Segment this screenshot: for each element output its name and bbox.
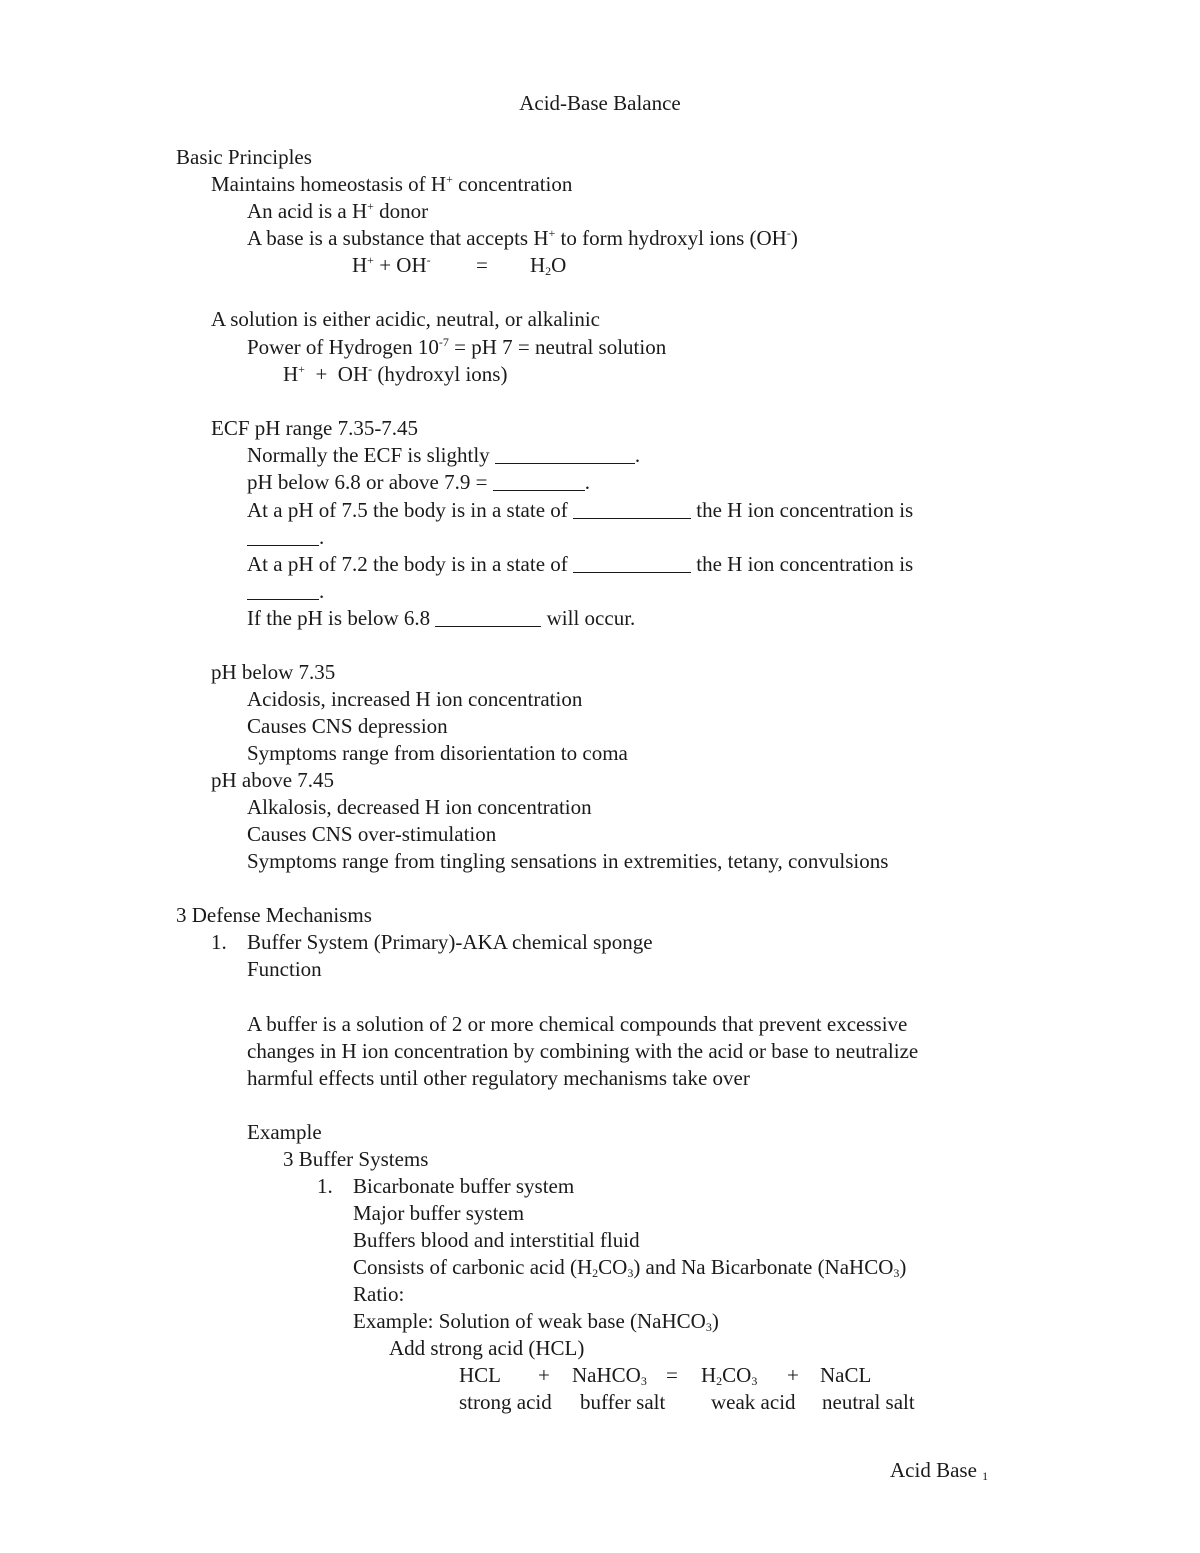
ph-range-question: pH below 6.8 or above 7.9 = .	[247, 470, 590, 494]
answer-blank[interactable]	[247, 527, 319, 546]
example-solution: Example: Solution of weak base (NaHCO$_3$)	[353, 1309, 719, 1334]
base-definition: A base is a substance that accepts H+ to form hydroxyl ions (OH-)	[247, 226, 798, 250]
answer-blank[interactable]	[495, 445, 635, 464]
eq-hcl: HCL	[459, 1363, 501, 1387]
list-item: Major buffer system	[353, 1201, 525, 1225]
answer-blank[interactable]	[573, 500, 691, 519]
label-neutral-salt: neutral salt	[822, 1390, 915, 1414]
acid-definition: An acid is a H+ donor	[247, 199, 429, 223]
bicarbonate-item: 1. Bicarbonate buffer system	[317, 1174, 575, 1198]
label-strong-acid: strong acid	[459, 1390, 552, 1414]
page-number: 1	[982, 1469, 989, 1483]
ecf-slightly: Normally the ECF is slightly .	[247, 443, 641, 467]
eq-plus: +	[787, 1363, 799, 1387]
add-strong-acid: Add strong acid (HCL)	[389, 1336, 585, 1360]
ph-72-continued: .	[247, 578, 324, 604]
section-heading-defense: 3 Defense Mechanisms	[176, 903, 372, 927]
eq-nahco3: NaHCO$_3$	[572, 1363, 647, 1388]
eq-h2co3: $H_2CO_3$	[701, 1363, 758, 1388]
list-item: Buffers blood and interstitial fluid	[353, 1228, 640, 1252]
ecf-heading: ECF pH range 7.35-7.45	[211, 416, 419, 440]
list-item: Causes CNS over-stimulation	[247, 822, 497, 846]
ph-75-question: At a pH of 7.5 the body is in a state of the H ion concentration is	[247, 498, 914, 522]
eq-equals: =	[666, 1363, 678, 1387]
buffer-description: A buffer is a solution of 2 or more chemical compounds that prevent excessive	[247, 1012, 908, 1036]
ph-68-question: If the pH is below 6.8 will occur.	[247, 606, 636, 630]
consists-line: Consists of carbonic acid $(H_2CO_3)$ and Na Bicarbonate (NaHCO$_3$)	[353, 1255, 907, 1280]
water-equation: H+ + OH-	[352, 253, 431, 277]
label-buffer-salt: buffer salt	[580, 1390, 666, 1414]
answer-blank[interactable]	[247, 581, 319, 600]
ph-75-continued: .	[247, 524, 324, 550]
answer-blank[interactable]	[435, 608, 541, 627]
eq-nacl: NaCL	[820, 1363, 872, 1387]
solution-line: A solution is either acidic, neutral, or alkalinic	[211, 307, 600, 331]
section-heading-basic: Basic Principles	[176, 145, 312, 169]
water-equals: =	[476, 253, 488, 277]
function-label: Function	[247, 957, 322, 981]
buffer-description: harmful effects until other regulatory mechanisms take over	[247, 1066, 750, 1090]
page-title: Acid-Base Balance	[519, 91, 681, 115]
eq-plus: +	[538, 1363, 550, 1387]
water-product: $H_2O$	[530, 253, 567, 278]
page-footer: Acid Base 1	[890, 1458, 989, 1483]
homeostasis-line: Maintains homeostasis of H+ concentration	[211, 172, 573, 196]
answer-blank[interactable]	[493, 472, 585, 491]
list-item: Acidosis, increased H ion concentration	[247, 687, 583, 711]
h-oh-line: H+ + OH- (hydroxyl ions)	[283, 362, 508, 386]
power-of-hydrogen: Power of Hydrogen $10^{-7}$ = pH 7 = neutral solution	[247, 335, 667, 359]
defense-item-1: 1. Buffer System (Primary)-AKA chemical sponge	[211, 930, 653, 954]
buffer-description: changes in H ion concentration by combining with the acid or base to neutralize	[247, 1039, 919, 1063]
list-item: Alkalosis, decreased H ion concentration	[247, 795, 592, 819]
label-weak-acid: weak acid	[711, 1390, 796, 1414]
list-item: Symptoms range from tingling sensations in extremities, tetany, convulsions	[247, 849, 889, 873]
buffer-systems-heading: 3 Buffer Systems	[283, 1147, 429, 1171]
ratio-label: Ratio:	[353, 1282, 405, 1306]
ph-below-heading: pH below 7.35	[211, 660, 336, 684]
list-item: Causes CNS depression	[247, 714, 448, 738]
ph-72-question: At a pH of 7.2 the body is in a state of the H ion concentration is	[247, 552, 914, 576]
answer-blank[interactable]	[573, 554, 691, 573]
list-item: Symptoms range from disorientation to coma	[247, 741, 628, 765]
example-label: Example	[247, 1120, 322, 1144]
ph-above-heading: pH above 7.45	[211, 768, 335, 792]
